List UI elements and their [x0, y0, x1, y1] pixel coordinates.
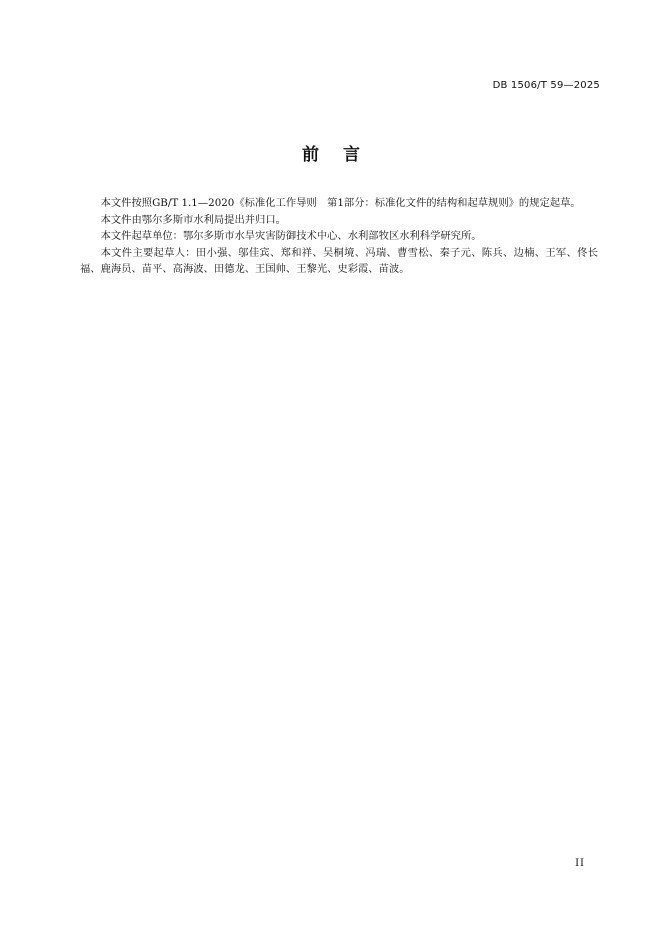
paragraph-proposer: 本文件由鄂尔多斯市水利局提出并归口。: [100, 213, 286, 226]
document-code: DB 1506/T 59—2025: [492, 80, 600, 91]
paragraph-drafting-units: 本文件起草单位：鄂尔多斯市水旱灾害防御技术中心、水利部牧区水利科学研究所。: [100, 230, 482, 242]
paragraph-drafting-rules: 本文件按照GB/T 1.1—2020《标准化工作导则 第1部分：标准化文件的结构和起草规则》的规定起草。: [100, 197, 581, 209]
foreword-body: [80, 195, 598, 278]
paragraph-drafters: 本文件主要起草人：田小强、邬佳宾、郑和祥、吴桐境、冯瑞、曹雪松、秦子元、陈兵、边楠、王军、佟长福、鹿海员、苗平、高海波、田德龙、王国帅、王黎光、史彩霞、苗波。: [80, 246, 598, 275]
page-number: II: [575, 858, 585, 869]
page-title: 前言: [302, 145, 384, 165]
